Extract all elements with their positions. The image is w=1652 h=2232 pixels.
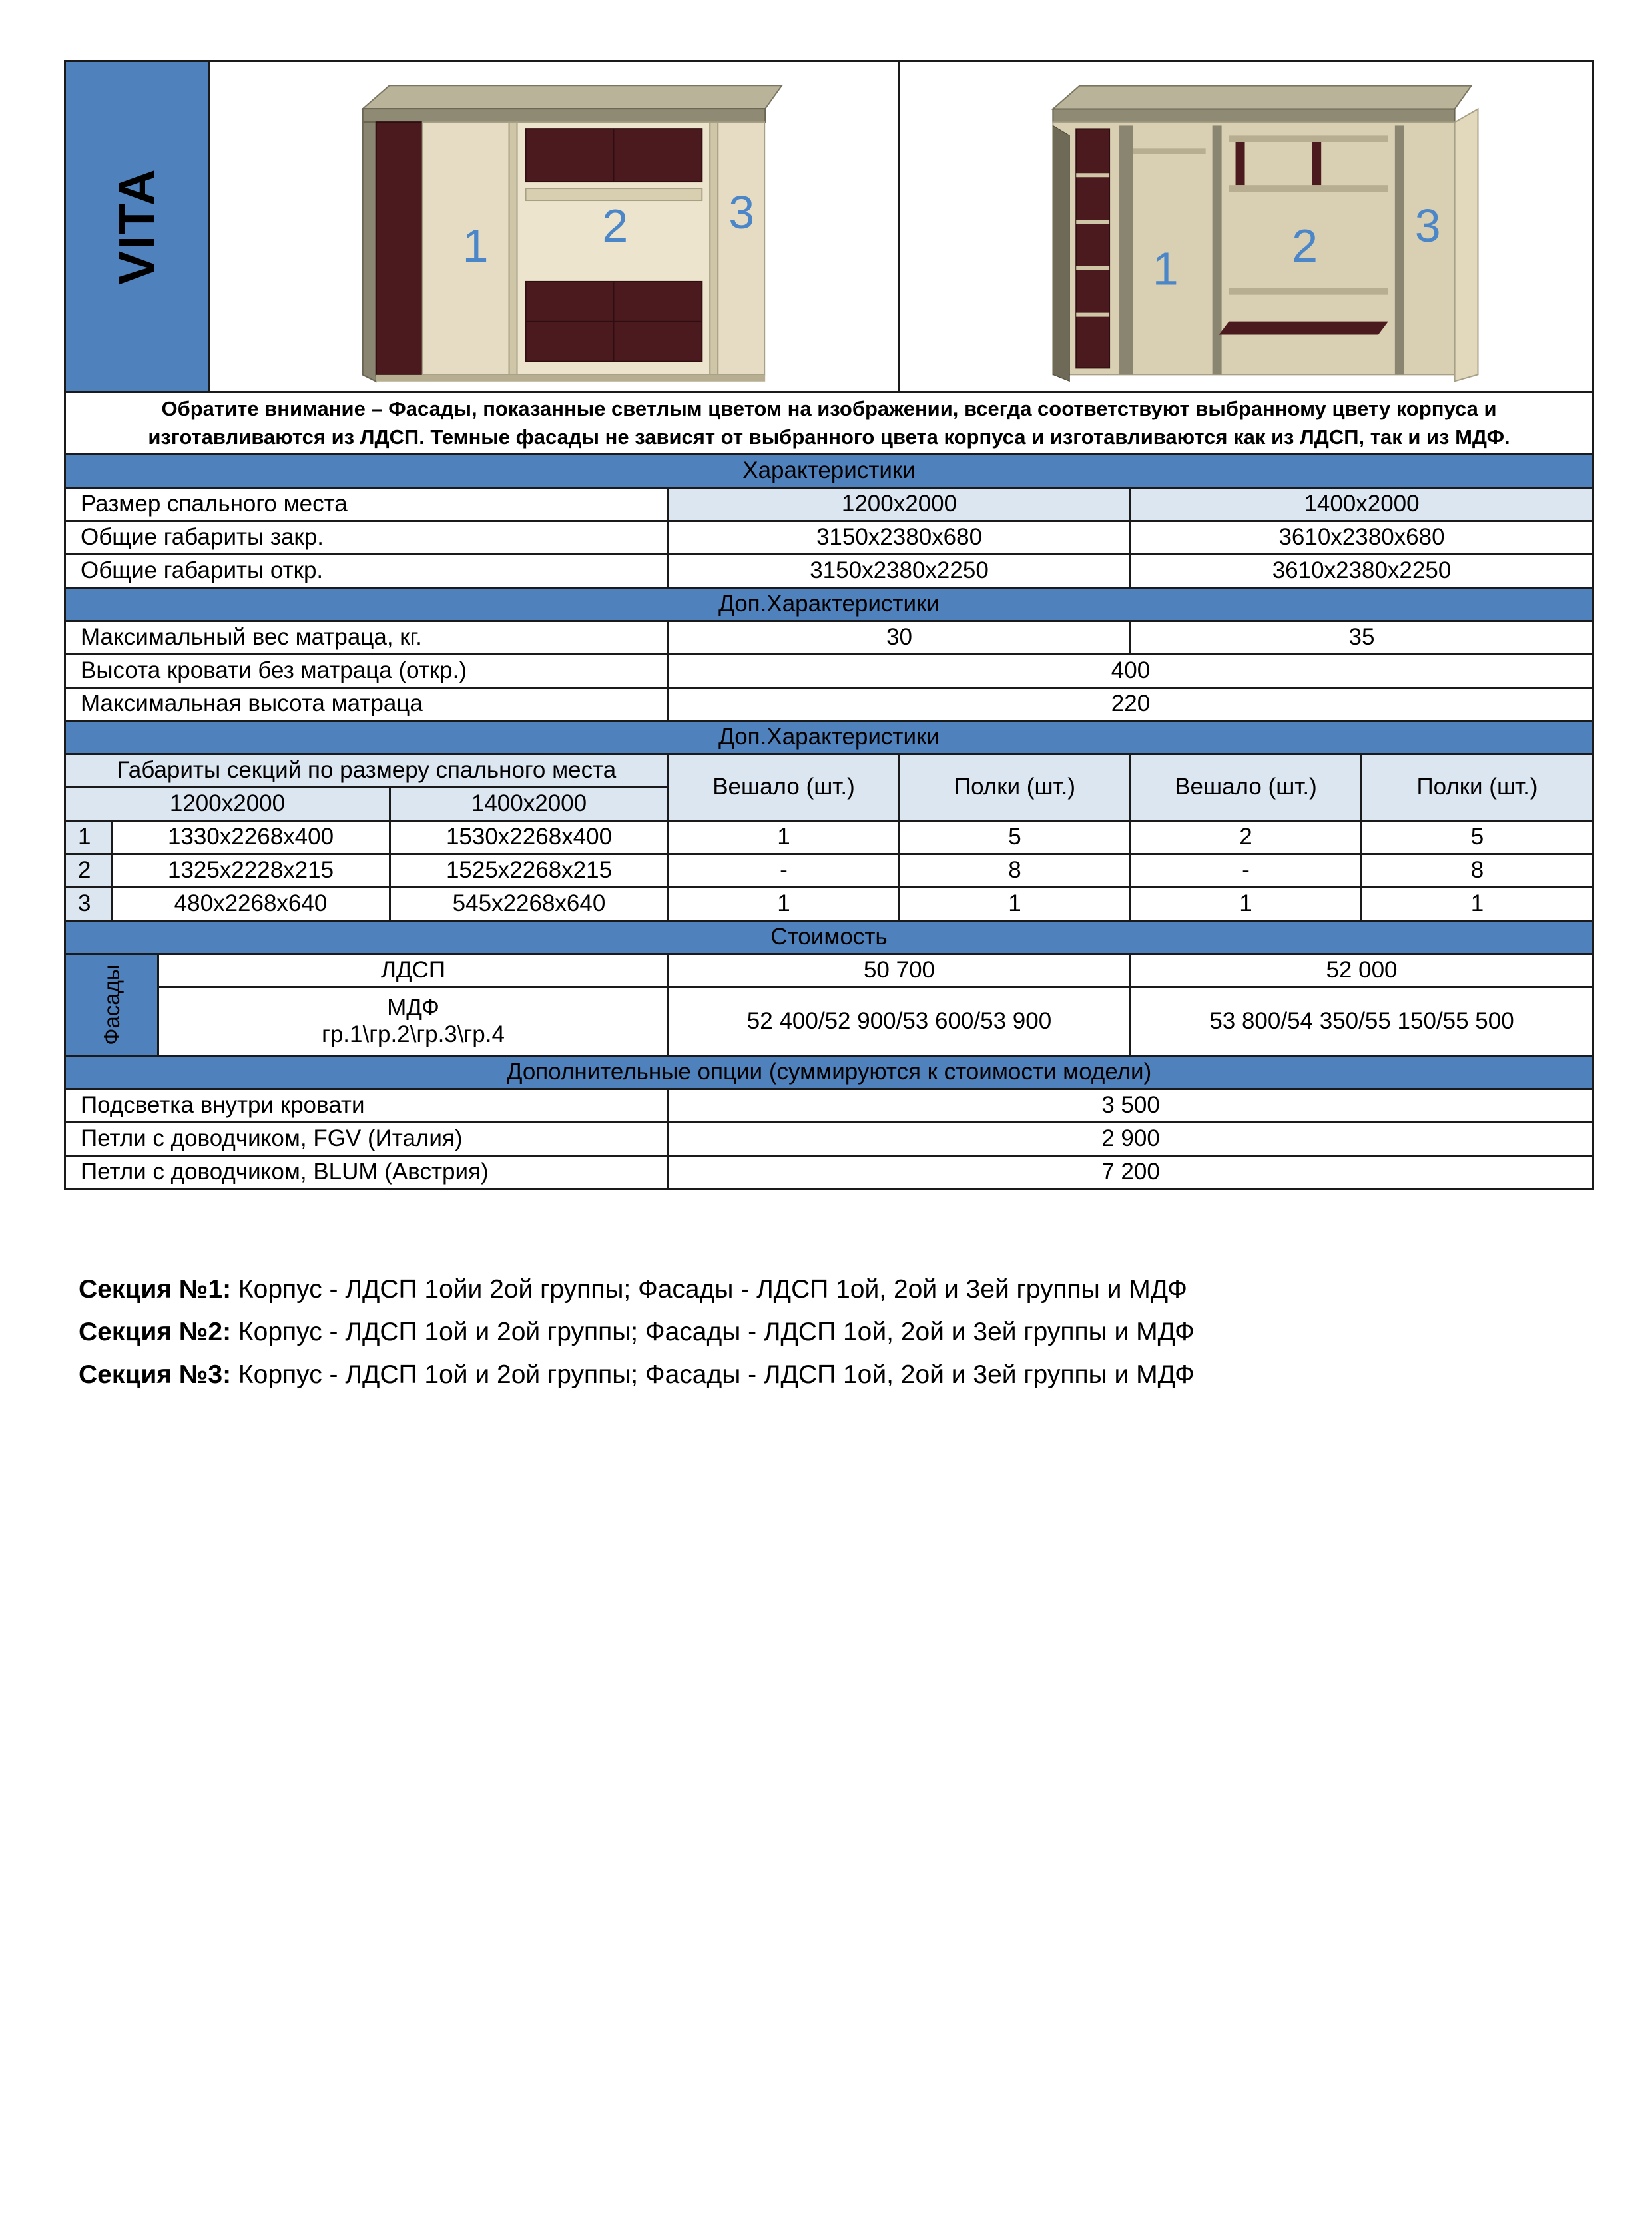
ldsp-label: ЛДСП xyxy=(158,954,669,987)
spec-table xyxy=(64,60,1594,1190)
char-value-1: 3150х2380х2250 xyxy=(669,554,1131,587)
hangers-header-1: Вешало (шт.) xyxy=(669,754,900,820)
extra-value-1: 30 xyxy=(669,621,1131,654)
notice-line-1: Обратите внимание – Фасады, показанные светлым цветом на изображении, всегда соответствуют выбранному цвету корпуса и xyxy=(161,397,1497,420)
char-value-2: 3610х2380х680 xyxy=(1131,521,1593,554)
option-price: 7 200 xyxy=(669,1155,1593,1189)
option-row-3 xyxy=(65,1155,1593,1189)
shelves-header-2: Полки (шт.) xyxy=(1362,754,1593,820)
closed-wardrobe-illustration xyxy=(210,62,898,391)
hangers-2: - xyxy=(1131,854,1362,887)
option-label: Петли с доводчиком, BLUM (Австрия) xyxy=(65,1155,669,1189)
char-value-2: 3610х2380х2250 xyxy=(1131,554,1593,587)
open-label-3: 3 xyxy=(1414,199,1441,252)
section-row-2 xyxy=(65,854,1593,887)
cost-ldsp-row xyxy=(65,954,1593,987)
open-view-image xyxy=(900,61,1593,392)
closed-label-3: 3 xyxy=(728,186,755,238)
section-number: 1 xyxy=(65,820,112,854)
hangers-1: 1 xyxy=(669,887,900,920)
shelves-header-1: Полки (шт.) xyxy=(900,754,1131,820)
options-header: Дополнительные опции (суммируются к стоимости модели) xyxy=(65,1055,1593,1089)
mdf-label-groups: гр.1\гр.2\гр.3\гр.4 xyxy=(322,1021,505,1047)
cost-header: Стоимость xyxy=(65,920,1593,954)
char-value-1: 1200х2000 xyxy=(669,487,1131,521)
section-size-2: 545х2268х640 xyxy=(390,887,669,920)
section-row-1 xyxy=(65,820,1593,854)
extra-label: Максимальная высота матраца xyxy=(65,687,669,720)
mdf-label-title: МДФ xyxy=(387,994,439,1021)
char-row-3 xyxy=(65,554,1593,587)
note-title: Секция №3: xyxy=(79,1360,232,1389)
open-wardrobe-illustration xyxy=(900,62,1592,391)
char-row-2 xyxy=(65,521,1593,554)
cost-mdf-row xyxy=(65,987,1593,1055)
closed-label-2: 2 xyxy=(602,199,629,252)
sections-header-row xyxy=(65,754,1593,787)
facades-label: Фасады xyxy=(99,964,124,1045)
extra-value: 220 xyxy=(669,687,1593,720)
section-size-1: 480х2268х640 xyxy=(112,887,390,920)
hangers-2: 2 xyxy=(1131,820,1362,854)
note-section-2 xyxy=(79,1311,1195,1354)
notice-text xyxy=(65,392,1593,455)
characteristics-header: Характеристики xyxy=(65,454,1593,487)
char-value-1: 3150х2380х680 xyxy=(669,521,1131,554)
note-title: Секция №1: xyxy=(79,1275,232,1304)
mdf-price-1: 52 400/52 900/53 600/53 900 xyxy=(669,987,1131,1055)
option-price: 3 500 xyxy=(669,1089,1593,1122)
extra-label: Максимальный вес матраца, кг. xyxy=(65,621,669,654)
shelves-2: 8 xyxy=(1362,854,1593,887)
ldsp-price-1: 50 700 xyxy=(669,954,1131,987)
extra-label: Высота кровати без матраца (откр.) xyxy=(65,654,669,687)
section-number: 3 xyxy=(65,887,112,920)
char-label: Общие габариты откр. xyxy=(65,554,669,587)
option-row-2 xyxy=(65,1122,1593,1155)
section-number: 2 xyxy=(65,854,112,887)
notice-line-2: изготавливаются из ЛДСП. Темные фасады не зависят от выбранного цвета корпуса и изготавливаются как из ЛДСП, так и из МДФ. xyxy=(148,425,1510,449)
char-row-1 xyxy=(65,487,1593,521)
shelves-1: 8 xyxy=(900,854,1131,887)
open-label-1: 1 xyxy=(1152,242,1179,295)
section-size-2: 1530х2268х400 xyxy=(390,820,669,854)
note-section-1 xyxy=(79,1268,1195,1311)
note-title: Секция №2: xyxy=(79,1318,232,1346)
extra-value-2: 35 xyxy=(1131,621,1593,654)
note-text: Корпус - ЛДСП 1ой и 2ой группы; Фасады - ЛДСП 1ой, 2ой и 3ей группы и МДФ xyxy=(231,1360,1195,1389)
notice-row xyxy=(65,392,1593,455)
open-label-2: 2 xyxy=(1292,219,1318,272)
note-text: Корпус - ЛДСП 1ойи 2ой группы; Фасады - ЛДСП 1ой, 2ой и 3ей группы и МДФ xyxy=(231,1275,1187,1304)
section-size-1: 1325х2228х215 xyxy=(112,854,390,887)
shelves-2: 5 xyxy=(1362,820,1593,854)
char-label: Размер спального места xyxy=(65,487,669,521)
spec-sheet xyxy=(64,60,1592,1190)
extra-characteristics-header: Доп.Характеристики xyxy=(65,587,1593,621)
extra-row-2 xyxy=(65,654,1593,687)
images-row xyxy=(65,61,1593,392)
char-value-2: 1400х2000 xyxy=(1131,487,1593,521)
mdf-price-2: 53 800/54 350/55 150/55 500 xyxy=(1131,987,1593,1055)
option-row-1 xyxy=(65,1089,1593,1122)
option-price: 2 900 xyxy=(669,1122,1593,1155)
extra-row-3 xyxy=(65,687,1593,720)
section-size-2: 1525х2268х215 xyxy=(390,854,669,887)
section-row-3 xyxy=(65,887,1593,920)
shelves-2: 1 xyxy=(1362,887,1593,920)
shelves-1: 5 xyxy=(900,820,1131,854)
model-label-cell xyxy=(65,61,209,392)
note-text: Корпус - ЛДСП 1ой и 2ой группы; Фасады - ЛДСП 1ой, 2ой и 3ей группы и МДФ xyxy=(231,1318,1195,1346)
option-label: Петли с доводчиком, FGV (Италия) xyxy=(65,1122,669,1155)
mdf-label xyxy=(158,987,669,1055)
section-size-1: 1330х2268х400 xyxy=(112,820,390,854)
closed-view-image xyxy=(209,61,900,392)
hangers-1: - xyxy=(669,854,900,887)
option-label: Подсветка внутри кровати xyxy=(65,1089,669,1122)
model-name: VITA xyxy=(108,168,165,285)
shelves-1: 1 xyxy=(900,887,1131,920)
size-2-header: 1400х2000 xyxy=(390,787,669,820)
sections-dimensions-header: Габариты секций по размеру спального места xyxy=(65,754,669,787)
facades-label-cell xyxy=(65,954,158,1055)
extra-row-1 xyxy=(65,621,1593,654)
section-notes xyxy=(79,1268,1195,1396)
ldsp-price-2: 52 000 xyxy=(1131,954,1593,987)
note-section-3 xyxy=(79,1354,1195,1396)
hangers-header-2: Вешало (шт.) xyxy=(1131,754,1362,820)
hangers-2: 1 xyxy=(1131,887,1362,920)
extra-value: 400 xyxy=(669,654,1593,687)
section-characteristics-header: Доп.Характеристики xyxy=(65,720,1593,754)
size-1-header: 1200х2000 xyxy=(65,787,390,820)
closed-label-1: 1 xyxy=(462,219,489,272)
hangers-1: 1 xyxy=(669,820,900,854)
char-label: Общие габариты закр. xyxy=(65,521,669,554)
